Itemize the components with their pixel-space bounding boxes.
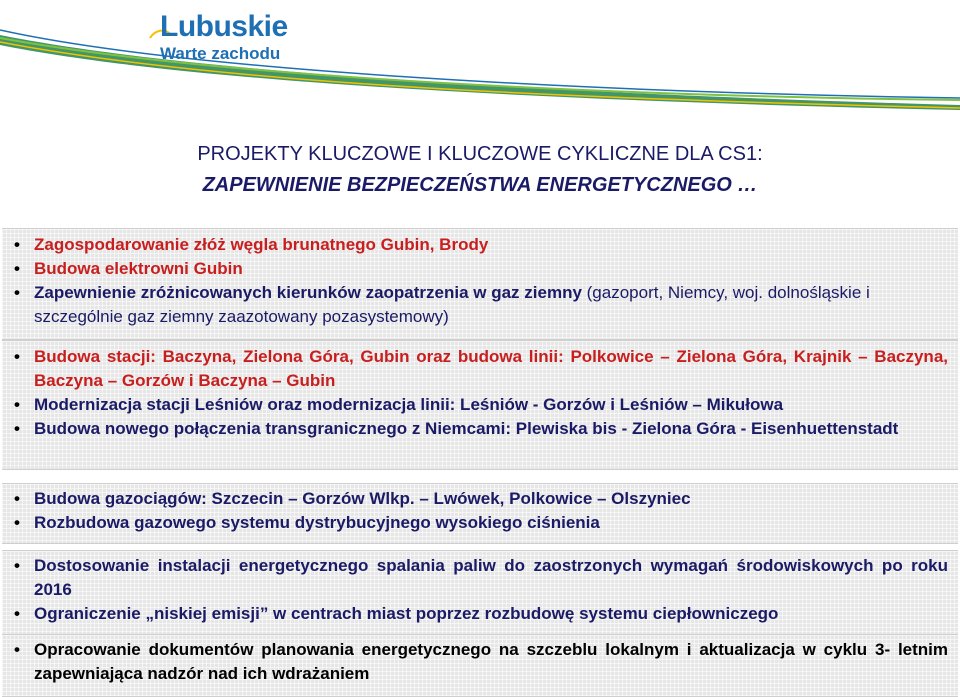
- section-power-grid: [2, 340, 958, 470]
- list-item-note: (gazoport, Niemcy, woj. dolnośląskie i szczególnie gaz ziemny zaazotowany pozasystemowy): [34, 283, 870, 326]
- logo: [0, 0, 960, 110]
- list-item: • Budowa nowego połączenia transgranicznego z Niemcami: Plewiska bis - Zielona Góra - Eisenhuettenstadt: [2, 417, 958, 441]
- list-item: • Budowa elektrowni Gubin: [2, 257, 958, 281]
- logo-title: Lubuskie: [160, 10, 288, 43]
- section-deposits: [2, 228, 958, 340]
- list-item: • Ograniczenie „niskiej emisji” w centrach miast poprzez rozbudowę systemu ciepłowniczego: [2, 602, 958, 626]
- section-planning: [2, 634, 958, 697]
- page-subtitle: ZAPEWNIENIE BEZPIECZEŃSTWA ENERGETYCZNEGO …: [202, 174, 758, 196]
- list-item-bold: Zapewnienie zróżnicowanych kierunków zaopatrzenia w gaz ziemny: [34, 283, 582, 302]
- list-item: • Opracowanie dokumentów planowania energetycznego na szczeblu lokalnym i aktualizacja w cyklu 3- letnim zapewniająca nadzór nad ich wdrażaniem: [2, 638, 958, 686]
- section-gas: [2, 483, 958, 544]
- logo-subtitle: Warte zachodu: [160, 44, 281, 63]
- logo-wave-icon: [0, 0, 960, 110]
- list-item: • Rozbudowa gazowego systemu dystrybucyjnego wysokiego ciśnienia: [2, 511, 958, 535]
- list-item: • Budowa gazociągów: Szczecin – Gorzów Wlkp. – Lwówek, Polkowice – Olszyniec: [2, 487, 958, 511]
- section-emissions: [2, 550, 958, 635]
- list-item: • Dostosowanie instalacji energetycznego spalania paliw do zaostrzonych wymagań środowiskowych po roku 2016: [2, 554, 958, 602]
- list-item: • Modernizacja stacji Leśniów oraz modernizacja linii: Leśniów - Gorzów i Leśniów – Mikułowa: [2, 393, 958, 417]
- list-item: [2, 281, 958, 329]
- page-title: PROJEKTY KLUCZOWE I KLUCZOWE CYKLICZNE DLA CS1:: [197, 143, 763, 165]
- list-item: • Zagospodarowanie złóż węgla brunatnego Gubin, Brody: [2, 233, 958, 257]
- list-item: • Budowa stacji: Baczyna, Zielona Góra, Gubin oraz budowa linii: Polkowice – Zielona Góra, Krajnik – Baczyna, Baczyna – Gorzów i Baczyna – Gubin: [2, 345, 958, 393]
